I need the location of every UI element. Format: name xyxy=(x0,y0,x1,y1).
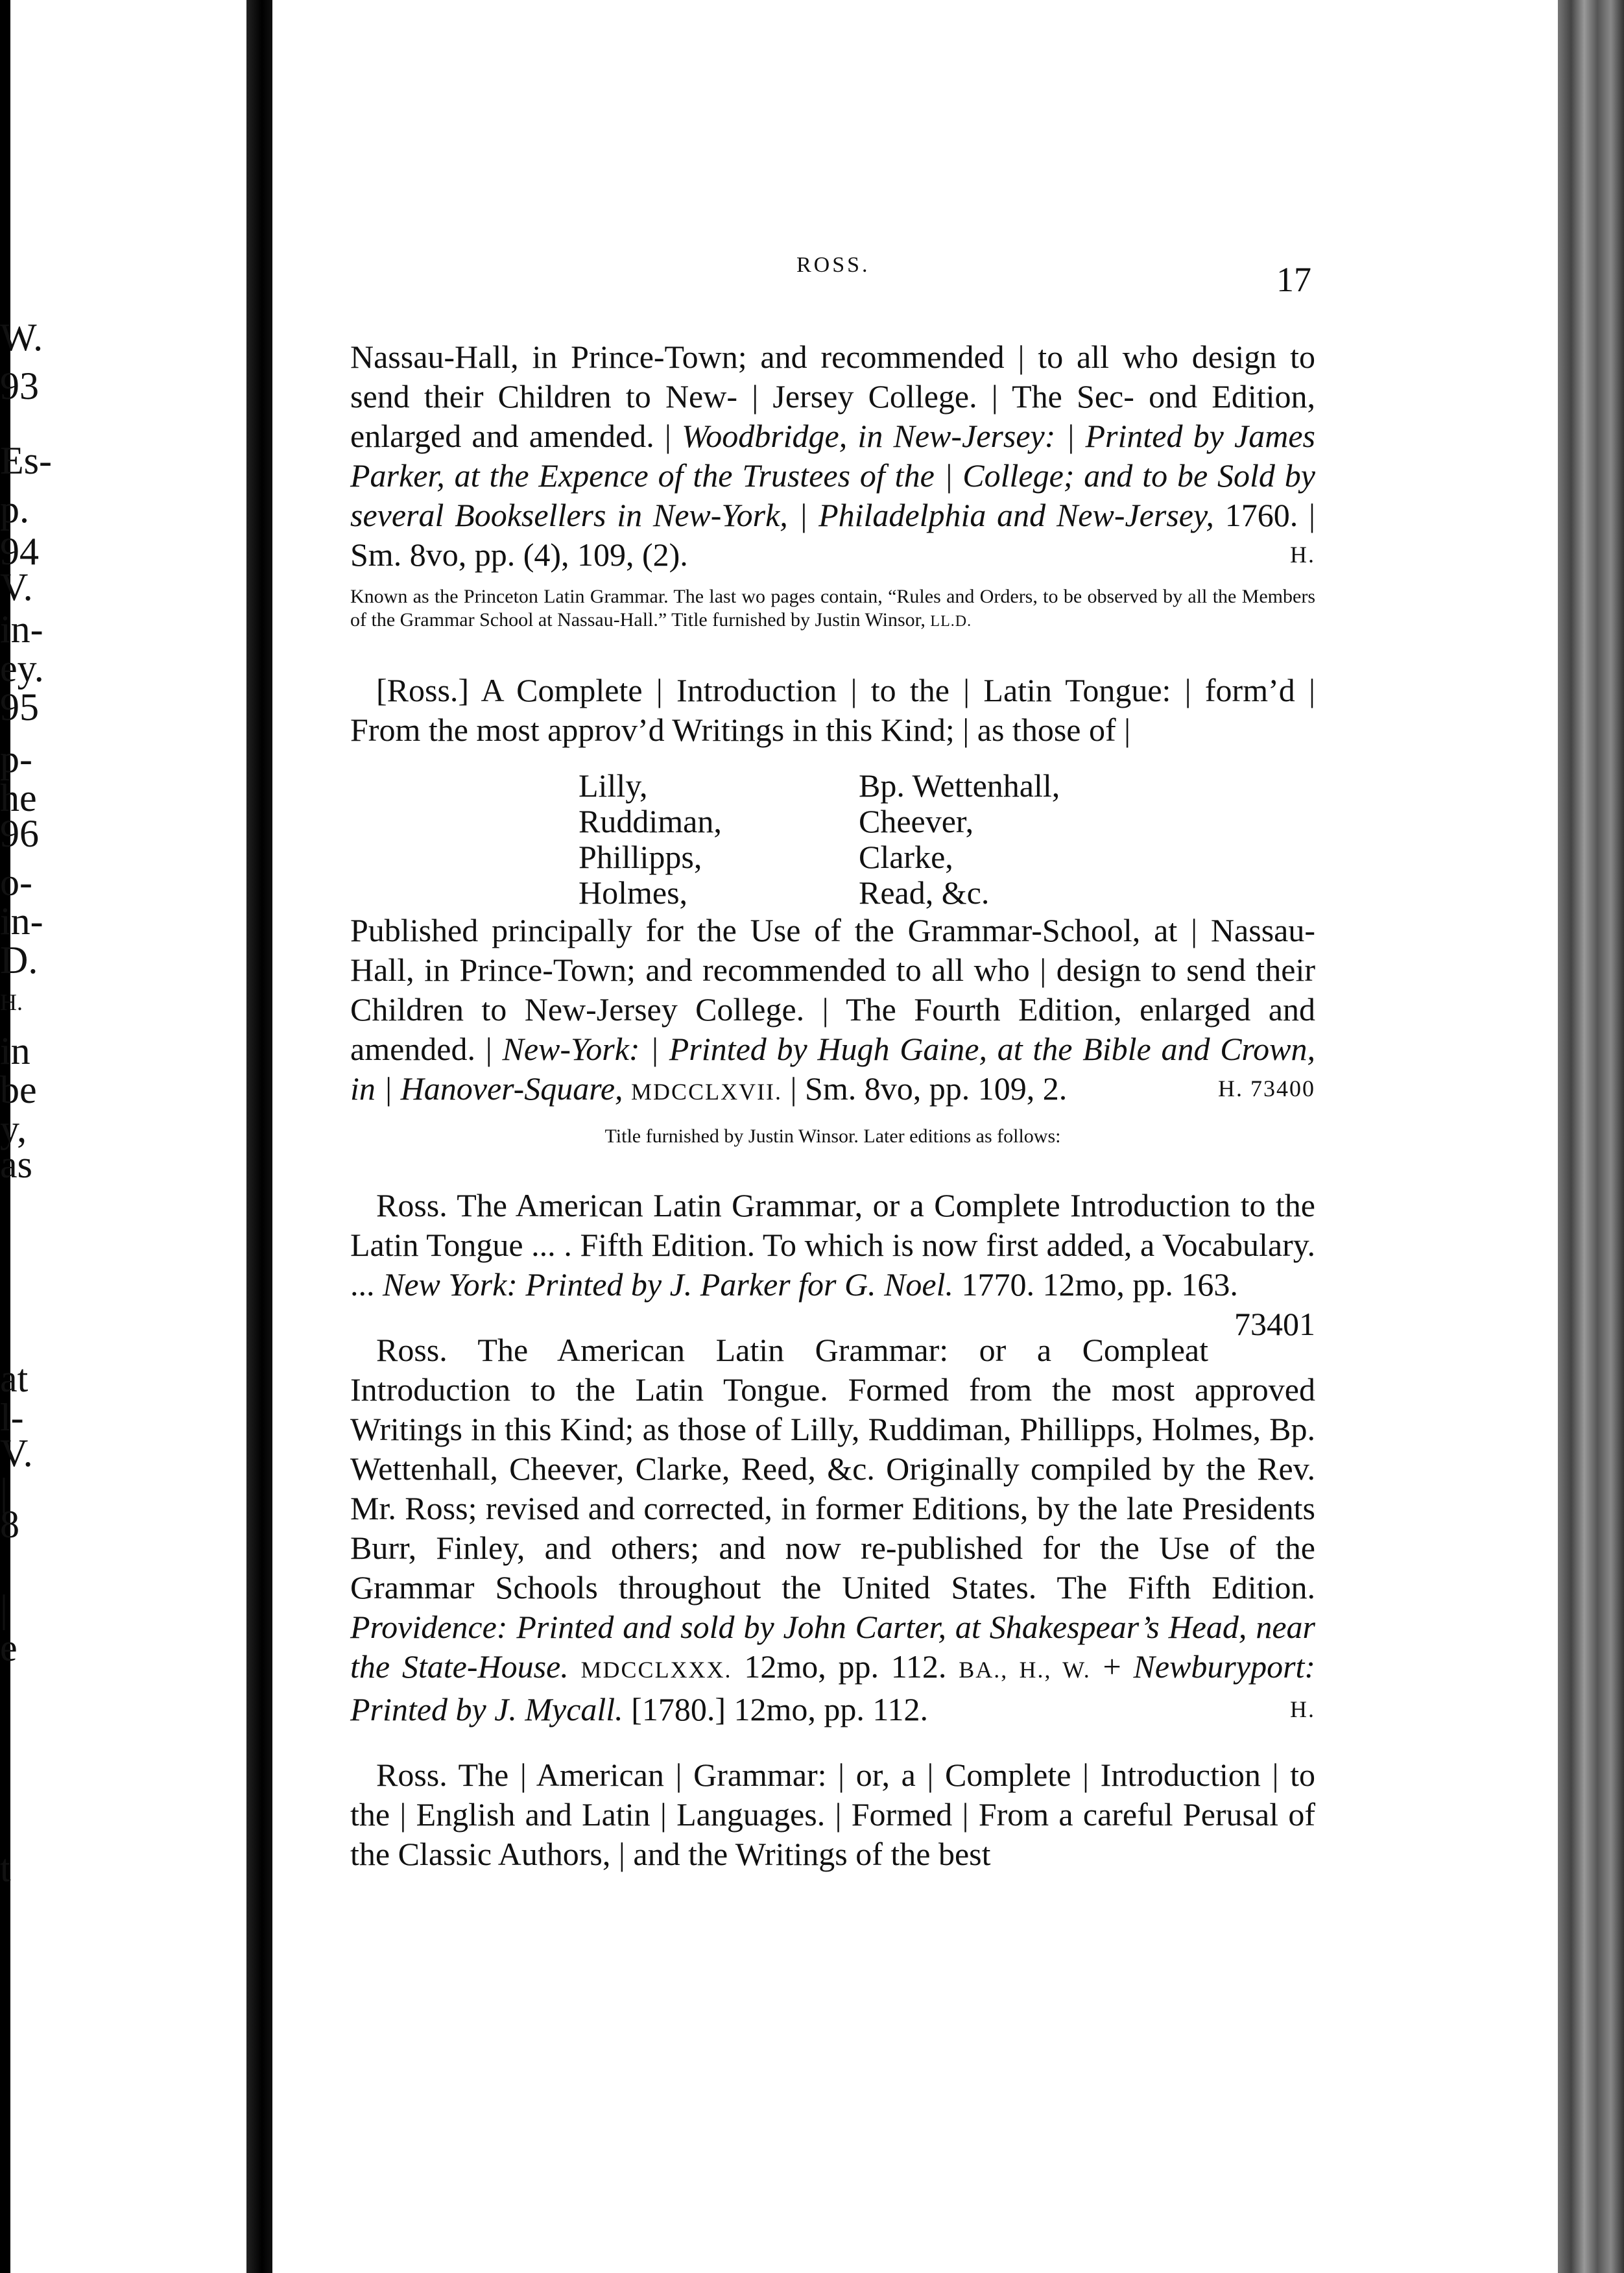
left-fragment: V. xyxy=(0,566,33,608)
entry-continuation: Published principally for the Use of the Grammar-School, at | Nassau-Hall, in Prince-Town; and recommended to all who | design to send their Children to New-Jersey College. | The Fourth Edition, enlarged and amended. | xyxy=(350,912,1315,1067)
author-name: Phillipps, xyxy=(579,839,702,875)
entry-line: Nassau-Hall, in Prince-Town; and recommended | to all who xyxy=(350,339,1178,375)
entry-title: Ross. The American Latin Grammar: or a Compleat Introduction to the Latin Tongue. Formed from the most approved Writings in this Kind; as those of Lilly, Ruddiman, Phillipps, Holmes, Bp. Wettenhall, Cheever, Clarke, Reed, &c. Originally compiled by the Rev. Mr. Ross; revised and corrected, in former Editions, by the late Presidents Burr, Finley, and others; and now re-published for the Use of the Grammar Schools throughout the United States. The Fifth Edition. xyxy=(350,1332,1315,1606)
entry-line: ond Edition, enlarged and amended. | xyxy=(350,378,1315,454)
entry-collation: 12mo, pp. 112. xyxy=(744,1648,947,1685)
author-list xyxy=(579,768,1315,911)
entry-imprint-italic: Woodbridge, in New-Jersey: | Printed by James Parker, at the Expence of the Trustees of the | College; and to be Sold by several Booksellers in New-York, | Philadelphia and New-Jersey, xyxy=(350,418,1315,533)
entry-paragraph xyxy=(350,1186,1315,1342)
author-column-left xyxy=(579,768,859,911)
left-fragment: e xyxy=(0,1626,18,1669)
left-fragment: ey. xyxy=(0,647,44,690)
entry-imprint-italic: Newburyport: Printed by J. Mycall. xyxy=(350,1648,1316,1727)
entry-imprint-italic: New York: Printed by J. Parker for G. Noel. xyxy=(383,1266,954,1303)
author-column-right xyxy=(859,768,1139,911)
left-page-margin xyxy=(0,0,246,2273)
left-fragment: 96 xyxy=(0,812,39,855)
entry-imprint-italic: New-York: | Printed by Hugh Gaine, at the Bible and Crown, in | Hanover-Square, xyxy=(350,1031,1316,1107)
left-fragment: at xyxy=(0,1357,29,1400)
entry-paragraph xyxy=(350,671,1315,750)
note-smallcaps: LL.D. xyxy=(930,613,972,630)
left-fragment: as xyxy=(0,1143,32,1186)
left-fragment: in- xyxy=(0,900,43,943)
running-head: ROSS. xyxy=(796,253,870,277)
entry-note: Title furnished by Justin Winsor. Later editions as follows: xyxy=(604,1125,1061,1147)
left-fragment: o- xyxy=(0,861,32,904)
entry-number: H. 73400 xyxy=(1218,1076,1315,1101)
entry-title: [Ross.] A Complete | Introduction | to the | Latin Tongue: | form’d | From the most approv’d Writings in this Kind; | as those of | xyxy=(350,672,1315,748)
left-fragment: W. xyxy=(0,316,43,359)
entry-title: Ross. The American Latin Grammar, or a Complete Introduction to the Latin Tongue ... . Fifth Edition. To which is now first added, a Vocabulary. ... xyxy=(350,1187,1315,1303)
left-fragment: 93 xyxy=(0,365,39,407)
entry-number: 73401 xyxy=(1234,1306,1315,1342)
author-name: Clarke, xyxy=(859,839,953,875)
entry-title: Ross. The | American | Grammar: | or, a | Complete | Introduction | to the | English and Latin | Languages. | Formed | From a careful Perusal of the Classic Authors, | and the Writings of the best xyxy=(350,1757,1315,1872)
author-name: Holmes, xyxy=(579,874,688,911)
entry-note xyxy=(350,585,1315,633)
left-fragment: p- xyxy=(0,738,32,780)
page-number: 17 xyxy=(1276,260,1311,299)
library-symbols: BA., H., W. xyxy=(959,1657,1091,1683)
left-fragment: y, xyxy=(0,1107,27,1150)
left-fragment: in- xyxy=(0,608,43,651)
entry-collation: 1770. 12mo, pp. 163. xyxy=(961,1266,1238,1303)
left-fragment: V. xyxy=(0,1432,33,1474)
author-name: Lilly, xyxy=(579,767,648,804)
left-fragment: l- xyxy=(0,1396,24,1439)
library-symbol: H. xyxy=(1290,1696,1315,1722)
left-fragment: be xyxy=(0,1068,37,1111)
left-fragment: he xyxy=(0,776,37,819)
entry-collation: [1780.] 12mo, pp. 112. xyxy=(631,1691,929,1727)
left-fragment: in xyxy=(0,1029,30,1072)
left-fragment: D. xyxy=(0,939,38,981)
left-fragment: p. xyxy=(0,488,29,531)
entry-line: design to send their Children to New- | Jersey College. | The Sec- xyxy=(350,339,1316,415)
entry-paragraph xyxy=(350,337,1315,575)
entry-paragraph xyxy=(350,1330,1315,1729)
left-fragment: 95 xyxy=(0,686,39,728)
left-fragment: t xyxy=(0,1847,11,1890)
entry-collation: | Sm. 8vo, pp. 109, 2. xyxy=(790,1070,1068,1107)
author-name: Ruddiman, xyxy=(579,803,722,839)
library-symbol: H. xyxy=(1290,542,1315,568)
entry-paragraph xyxy=(350,911,1315,1112)
left-fragment: H. xyxy=(0,989,23,1015)
author-name: Cheever, xyxy=(859,803,974,839)
plus-sign: + xyxy=(1103,1648,1121,1685)
note-text: Known as the Princeton Latin Grammar. The last wo pages contain, “Rules and Orders, to be observed by all the Members of the Grammar School at Nassau-Hall.” Title furnished by Justin Winsor, xyxy=(350,586,1315,631)
left-fragment: | xyxy=(0,1587,8,1630)
page-edge-stack xyxy=(1558,0,1624,2273)
entry-imprint-italic: Providence: Printed and sold by John Carter, at Shakespear’s Head, near the State-House. xyxy=(350,1609,1315,1685)
left-fragment: Es- xyxy=(0,439,52,482)
author-name: Read, &c. xyxy=(859,874,990,911)
left-fragment: 94 xyxy=(0,530,39,573)
left-fragment: 8 xyxy=(0,1503,19,1546)
left-fragment: | xyxy=(0,1471,8,1513)
text-block xyxy=(350,337,1315,1874)
entry-date-smallcaps: MDCCLXXX. xyxy=(580,1657,732,1683)
entry-date-smallcaps: MDCCLXVII. xyxy=(631,1079,783,1105)
entry-collation: 1760. | Sm. 8vo, pp. (4), 109, (2). xyxy=(350,497,1315,573)
book-gutter xyxy=(246,0,272,2273)
entry-paragraph xyxy=(350,1755,1315,1874)
author-name: Bp. Wettenhall, xyxy=(859,767,1060,804)
